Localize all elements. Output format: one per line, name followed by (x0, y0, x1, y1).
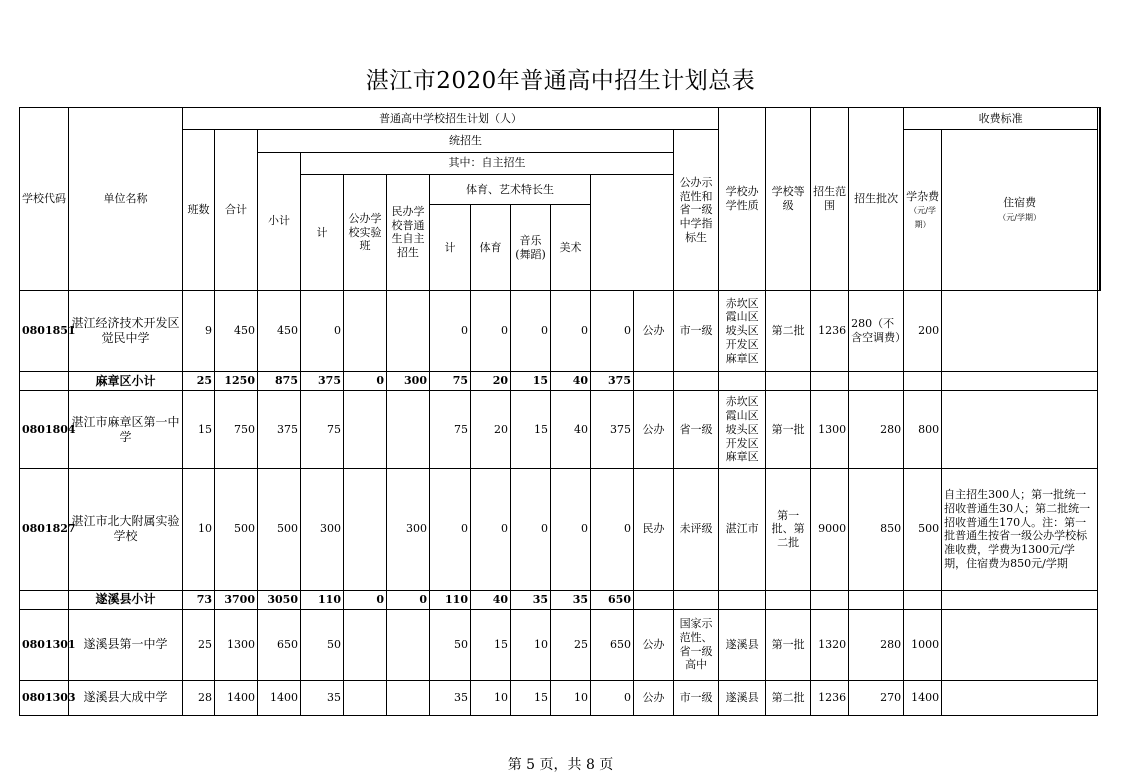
cell-name: 遂溪县小计 (69, 590, 183, 609)
cell-art: 40 (551, 391, 591, 469)
cell-sports: 15 (471, 609, 511, 680)
cell-remark (942, 391, 1098, 469)
cell-sports: 20 (471, 391, 511, 469)
cell-code: 0801827 (20, 469, 69, 590)
cell-batch: 第二批 (766, 291, 811, 372)
cell-count: 50 (301, 609, 344, 680)
table-row (20, 469, 1101, 590)
header-count: 计 (301, 174, 344, 290)
cell-total: 750 (215, 391, 258, 469)
cell-nature (634, 372, 674, 391)
cell-sp-count: 0 (430, 469, 471, 590)
cell-remark (942, 680, 1098, 715)
cell-lodging: 280（不含空调费） (849, 291, 904, 372)
cell-private-self (387, 391, 430, 469)
cell-nature: 公办 (634, 391, 674, 469)
cell-public-exp (344, 680, 387, 715)
cell-code: 0801301 (20, 609, 69, 680)
enrollment-plan-table (19, 107, 1101, 716)
cell-name: 湛江市麻章区第一中学 (69, 391, 183, 469)
cell-quota: 0 (591, 291, 634, 372)
cell-count: 300 (301, 469, 344, 590)
cell-count: 0 (301, 291, 344, 372)
cell-public-exp (344, 609, 387, 680)
cell-public-exp: 0 (344, 372, 387, 391)
cell-beds (904, 590, 942, 609)
cell-range (719, 590, 766, 609)
cell-music: 0 (511, 469, 551, 590)
cell-sp-count: 110 (430, 590, 471, 609)
header-tuition-label: 学杂费 (906, 189, 940, 203)
page-footer: 第 5 页，共 8 页 (507, 757, 614, 773)
cell-range (719, 372, 766, 391)
cell-total: 1250 (215, 372, 258, 391)
cell-beds: 800 (904, 391, 942, 469)
cell-batch: 第一批 (766, 609, 811, 680)
cell-subtotal: 1400 (258, 680, 301, 715)
header-tuition-unit: （元/学期） (909, 206, 936, 230)
cell-music: 10 (511, 609, 551, 680)
header-name: 单位名称 (69, 108, 183, 291)
subtotal-row (20, 590, 1101, 609)
cell-grade: 未评级 (674, 469, 719, 590)
cell-classes: 73 (183, 590, 215, 609)
cell-music: 15 (511, 680, 551, 715)
cell-classes: 9 (183, 291, 215, 372)
header-sports: 体育 (471, 205, 511, 291)
cell-art: 40 (551, 372, 591, 391)
cell-nature: 公办 (634, 680, 674, 715)
cell-subtotal: 500 (258, 469, 301, 590)
table-row (20, 680, 1101, 715)
cell-code (20, 590, 69, 609)
cell-art: 10 (551, 680, 591, 715)
cell-public-exp: 0 (344, 590, 387, 609)
cell-batch: 第一批 (766, 391, 811, 469)
cell-sports: 10 (471, 680, 511, 715)
cell-grade: 省一级 (674, 391, 719, 469)
cell-total: 3700 (215, 590, 258, 609)
cell-grade (674, 372, 719, 391)
header-subtotal: 小计 (258, 152, 301, 291)
cell-name: 麻章区小计 (69, 372, 183, 391)
cell-count: 375 (301, 372, 344, 391)
cell-sp-count: 35 (430, 680, 471, 715)
cell-beds: 1000 (904, 609, 942, 680)
cell-art: 35 (551, 590, 591, 609)
header-private-self: 民办学校普通生自主招生 (387, 174, 430, 290)
header-range: 招生范围 (811, 108, 849, 291)
header-tuition (904, 130, 942, 291)
cell-subtotal: 875 (258, 372, 301, 391)
cell-grade (674, 590, 719, 609)
cell-sports: 20 (471, 372, 511, 391)
cell-remark: 自主招生300人；第一批统一招收普通生30人；第二批统一招收普通生170人。注：第一批普通生按省一级公办学校标准收费，学费为1300元/学期，住宿费为850元/学期 (942, 469, 1098, 590)
cell-private-self: 300 (387, 469, 430, 590)
cell-sp-count: 0 (430, 291, 471, 372)
cell-range: 赤坎区霞山区坡头区开发区麻章区 (719, 291, 766, 372)
cell-classes: 25 (183, 372, 215, 391)
cell-public-exp (344, 469, 387, 590)
header-public-exp: 公办学校实验班 (344, 174, 387, 290)
cell-music: 15 (511, 372, 551, 391)
cell-total: 1400 (215, 680, 258, 715)
cell-total: 450 (215, 291, 258, 372)
cell-name: 湛江经济技术开发区觉民中学 (69, 291, 183, 372)
cell-lodging (849, 372, 904, 391)
cell-private-self: 0 (387, 590, 430, 609)
header-row-2 (20, 130, 1101, 152)
cell-subtotal: 650 (258, 609, 301, 680)
cell-private-self (387, 680, 430, 715)
cell-tuition: 1236 (811, 680, 849, 715)
cell-tuition (811, 372, 849, 391)
cell-range: 湛江市 (719, 469, 766, 590)
header-batch: 招生批次 (849, 108, 904, 291)
cell-subtotal: 450 (258, 291, 301, 372)
subtotal-row (20, 372, 1101, 391)
cell-batch (766, 590, 811, 609)
header-grade: 学校等级 (766, 108, 811, 291)
cell-classes: 25 (183, 609, 215, 680)
header-sp-count: 计 (430, 205, 471, 291)
cell-name: 湛江市北大附属实验学校 (69, 469, 183, 590)
cell-nature (634, 590, 674, 609)
header-unified: 统招生 (258, 130, 674, 152)
header-total: 合计 (215, 130, 258, 291)
table-row (20, 391, 1101, 469)
cell-range: 遂溪县 (719, 680, 766, 715)
cell-quota: 650 (591, 590, 634, 609)
cell-count: 35 (301, 680, 344, 715)
header-nature: 学校办学性质 (719, 108, 766, 291)
cell-count: 110 (301, 590, 344, 609)
cell-grade: 市一级 (674, 680, 719, 715)
cell-code (20, 372, 69, 391)
cell-range: 遂溪县 (719, 609, 766, 680)
cell-public-exp (344, 391, 387, 469)
cell-tuition: 1236 (811, 291, 849, 372)
cell-beds (904, 372, 942, 391)
cell-music: 35 (511, 590, 551, 609)
cell-private-self (387, 609, 430, 680)
cell-music: 0 (511, 291, 551, 372)
cell-beds: 200 (904, 291, 942, 372)
header-lodging (942, 130, 1098, 291)
cell-lodging: 280 (849, 391, 904, 469)
cell-batch: 第一批、第二批 (766, 469, 811, 590)
cell-public-exp (344, 291, 387, 372)
cell-grade: 国家示范性、省一级高中 (674, 609, 719, 680)
cell-remark (942, 609, 1098, 680)
header-remarks (1099, 108, 1100, 291)
cell-quota: 0 (591, 680, 634, 715)
header-lodging-label: 住宿费 (1003, 196, 1037, 210)
cell-sports: 0 (471, 469, 511, 590)
cell-sp-count: 75 (430, 391, 471, 469)
cell-subtotal: 3050 (258, 590, 301, 609)
cell-classes: 10 (183, 469, 215, 590)
cell-beds: 500 (904, 469, 942, 590)
header-plan: 普通高中学校招生计划（人） (183, 108, 719, 130)
header-art: 美术 (551, 205, 591, 291)
cell-art: 0 (551, 291, 591, 372)
cell-code: 0801851 (20, 291, 69, 372)
cell-range: 赤坎区霞山区坡头区开发区麻章区 (719, 391, 766, 469)
cell-name: 遂溪县第一中学 (69, 609, 183, 680)
cell-tuition: 1320 (811, 609, 849, 680)
table-row (20, 609, 1101, 680)
cell-remark (942, 590, 1098, 609)
cell-music: 15 (511, 391, 551, 469)
header-among-self: 其中：自主招生 (301, 152, 674, 174)
cell-remark (942, 372, 1098, 391)
cell-private-self: 300 (387, 372, 430, 391)
cell-tuition (811, 590, 849, 609)
cell-quota: 650 (591, 609, 634, 680)
cell-code: 0801303 (20, 680, 69, 715)
cell-quota: 375 (591, 372, 634, 391)
cell-lodging (849, 590, 904, 609)
cell-subtotal: 375 (258, 391, 301, 469)
cell-sports: 0 (471, 291, 511, 372)
cell-remark (942, 291, 1098, 372)
cell-total: 500 (215, 469, 258, 590)
cell-nature: 民办 (634, 469, 674, 590)
cell-total: 1300 (215, 609, 258, 680)
cell-name: 遂溪县大成中学 (69, 680, 183, 715)
cell-sp-count: 75 (430, 372, 471, 391)
cell-beds: 1400 (904, 680, 942, 715)
page-title: 湛江市2020年普通高中招生计划总表 (365, 68, 756, 94)
header-model-quota: 公办示范性和省一级中学指标生 (674, 130, 719, 291)
header-classes: 班数 (183, 130, 215, 291)
cell-sports: 40 (471, 590, 511, 609)
cell-art: 0 (551, 469, 591, 590)
header-fee-standard: 收费标准 (904, 108, 1098, 130)
cell-grade: 市一级 (674, 291, 719, 372)
cell-tuition: 1300 (811, 391, 849, 469)
cell-code: 0801804 (20, 391, 69, 469)
cell-lodging: 270 (849, 680, 904, 715)
header-special: 体育、艺术特长生 (430, 174, 591, 204)
cell-nature: 公办 (634, 609, 674, 680)
cell-sp-count: 50 (430, 609, 471, 680)
cell-quota: 375 (591, 391, 634, 469)
cell-quota: 0 (591, 469, 634, 590)
cell-art: 25 (551, 609, 591, 680)
cell-private-self (387, 291, 430, 372)
cell-batch: 第二批 (766, 680, 811, 715)
cell-nature: 公办 (634, 291, 674, 372)
cell-classes: 15 (183, 391, 215, 469)
header-music: 音乐(舞蹈) (511, 205, 551, 291)
header-code: 学校代码 (20, 108, 69, 291)
cell-classes: 28 (183, 680, 215, 715)
header-lodging-unit: （元/学期） (998, 213, 1041, 223)
table-row (20, 291, 1101, 372)
cell-batch (766, 372, 811, 391)
cell-lodging: 850 (849, 469, 904, 590)
cell-lodging: 280 (849, 609, 904, 680)
header-row-1 (20, 108, 1101, 130)
cell-tuition: 9000 (811, 469, 849, 590)
cell-count: 75 (301, 391, 344, 469)
